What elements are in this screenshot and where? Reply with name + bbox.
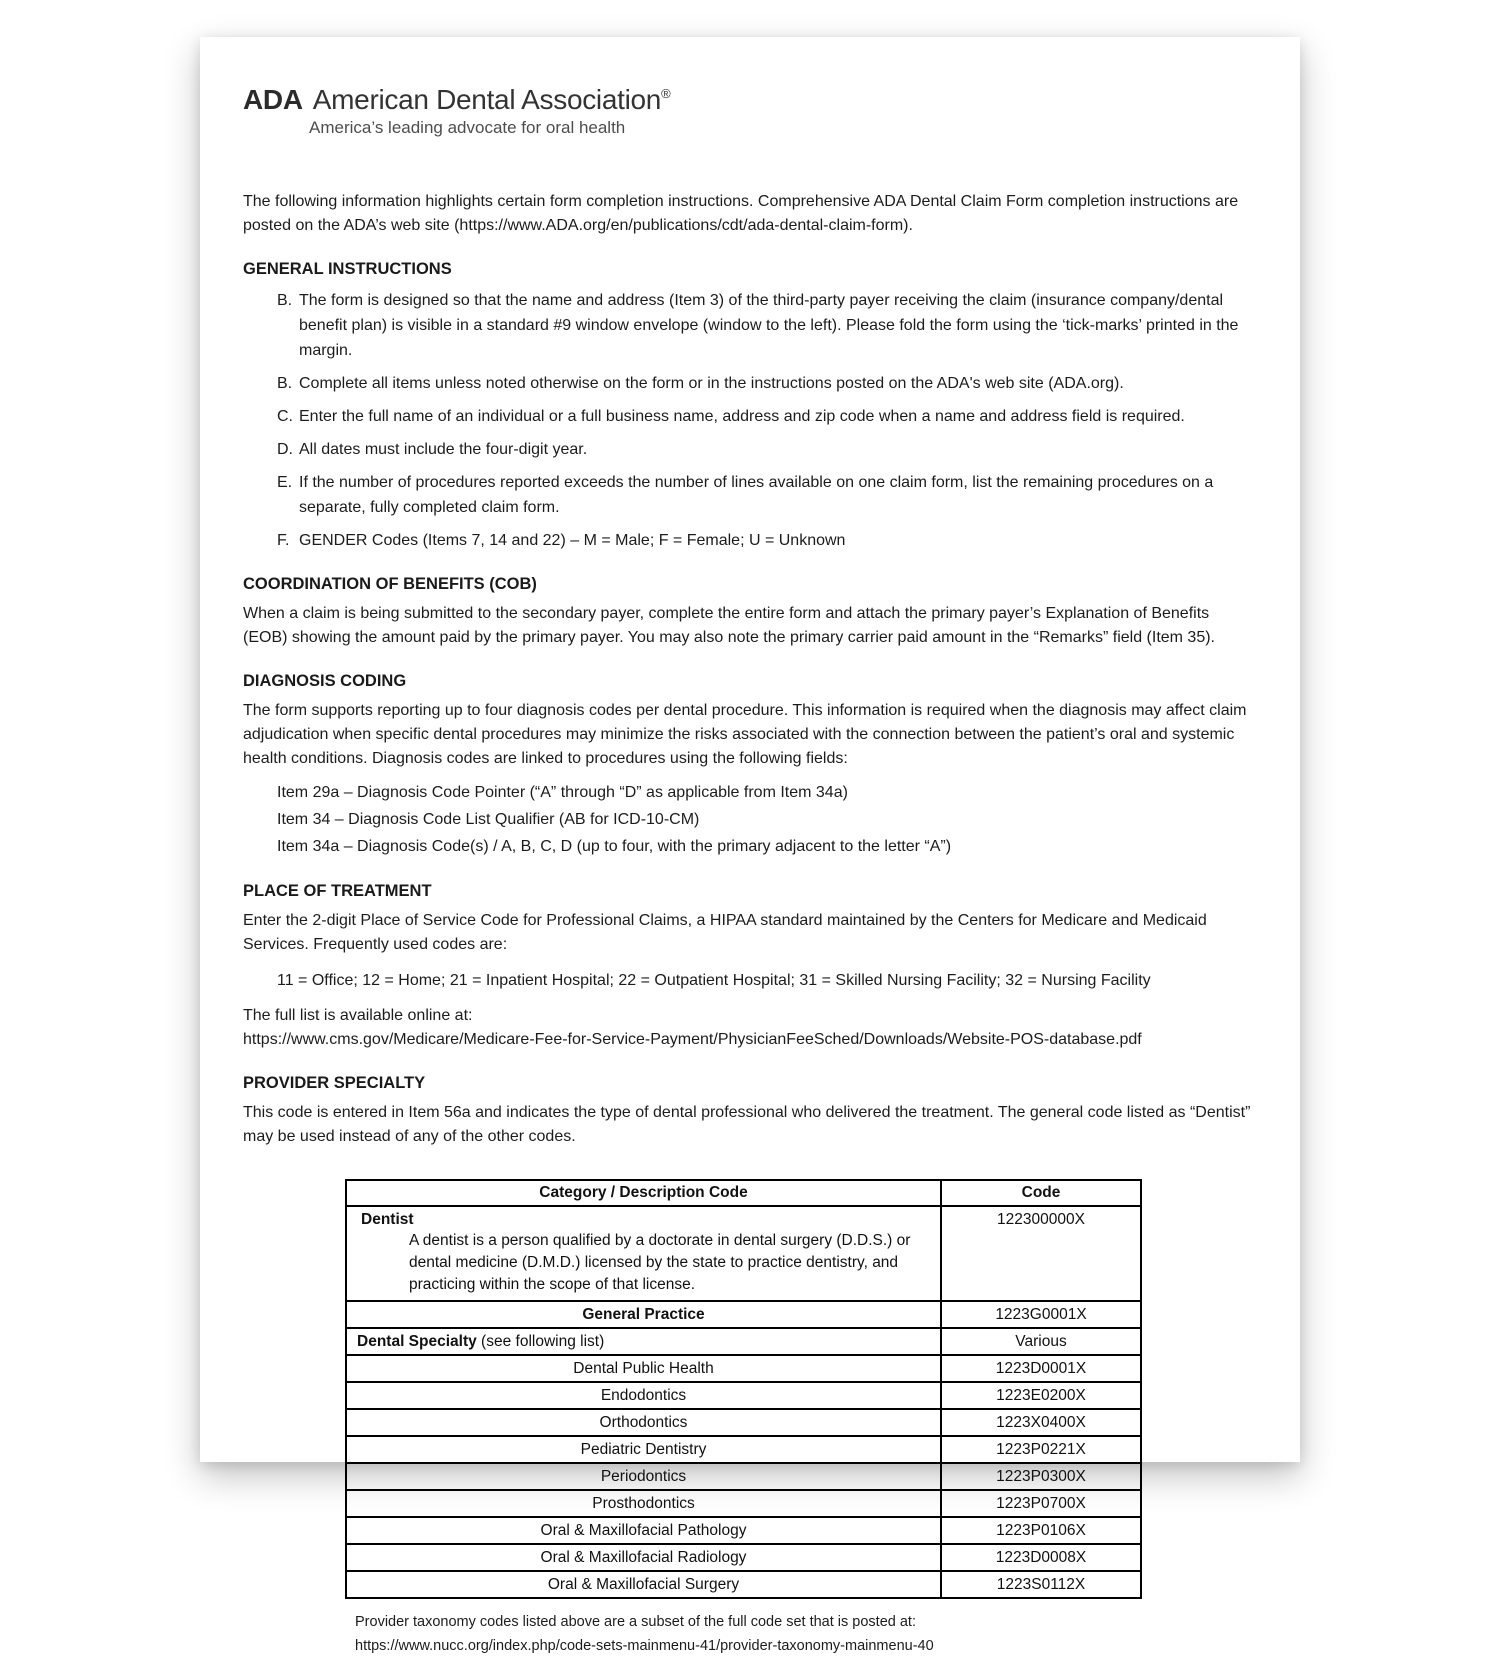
org-name: American Dental Association	[312, 84, 662, 115]
category-code: 1223P0106X	[941, 1517, 1141, 1544]
table-header-code: Code	[941, 1180, 1141, 1206]
item-letter: E.	[277, 474, 293, 491]
specialty-header-bold: Dental Specialty	[357, 1333, 477, 1350]
table-row	[346, 1517, 1141, 1544]
category-code: 1223D0008X	[941, 1544, 1141, 1571]
table-row	[346, 1409, 1141, 1436]
table-row	[346, 1355, 1141, 1382]
table-row	[346, 1463, 1141, 1490]
provider-specialty-table	[345, 1179, 1142, 1599]
table-footnote	[355, 1610, 1255, 1658]
diagnosis-field-item: Item 34a – Diagnosis Code(s) / A, B, C, D (up to four, with the primary adjacent to the letter “A”)	[277, 837, 952, 855]
tagline: America’s leading advocate for oral health	[309, 118, 626, 137]
heading-diagnosis-coding: DIAGNOSIS CODING	[243, 672, 407, 690]
item-letter: B.	[277, 292, 293, 309]
item-letter: D.	[277, 441, 293, 458]
ada-logo	[243, 79, 1255, 115]
dentist-title: Dentist	[361, 1211, 414, 1228]
table-row-general-practice	[346, 1301, 1141, 1328]
item-text: GENDER Codes (Items 7, 14 and 22) – M = Male; F = Female; U = Unknown	[299, 532, 846, 549]
category-label: Oral & Maxillofacial Surgery	[346, 1571, 941, 1598]
instruction-item	[277, 404, 1255, 429]
heading-provider-specialty: PROVIDER SPECIALTY	[243, 1074, 426, 1092]
ada-logo-header	[243, 79, 1255, 138]
category-code: 1223G0001X	[941, 1301, 1141, 1328]
table-row-dental-specialty	[346, 1328, 1141, 1355]
full-list-url: https://www.cms.gov/Medicare/Medicare-Fee-for-Service-Payment/PhysicianFeeSched/Downloads/Website-POS-database.pdf	[243, 1031, 1142, 1048]
instruction-item	[277, 470, 1255, 520]
full-list-label: The full list is available online at:	[243, 1007, 473, 1024]
category-label: Dental Public Health	[346, 1355, 941, 1382]
category-code: 1223P0221X	[941, 1436, 1141, 1463]
category-label: General Practice	[346, 1301, 941, 1328]
diagnosis-field-item: Item 34 – Diagnosis Code List Qualifier (AB for ICD-10-CM)	[277, 810, 700, 828]
item-letter: C.	[277, 408, 293, 425]
full-list-note	[243, 1004, 1255, 1052]
item-text: The form is designed so that the name and address (Item 3) of the third-party payer receiving the claim (insurance company/dental benefit plan) is visible in a standard #9 window envelope (window to the left). Please fold the form using the ‘tick-marks’ printed in the margin.	[299, 292, 1239, 359]
item-text: All dates must include the four-digit year.	[299, 441, 588, 458]
category-code: 1223S0112X	[941, 1571, 1141, 1598]
ada-logo-mark: ADA	[243, 84, 303, 115]
item-text: Complete all items unless noted otherwise on the form or in the instructions posted on the ADA's web site (ADA.org).	[299, 375, 1124, 392]
footnote-text: Provider taxonomy codes listed above are a subset of the full code set that is posted at:	[355, 1614, 916, 1630]
intro-paragraph: The following information highlights certain form completion instructions. Comprehensive ADA Dental Claim Form completion instructions are posted on the ADA’s web site (https://www.ADA.org/en/publications/cdt/ada-dental-claim-form).	[243, 193, 1239, 234]
diagnosis-field-item: Item 29a – Diagnosis Code Pointer (“A” through “D” as applicable from Item 34a)	[277, 783, 848, 801]
instruction-item	[277, 437, 1255, 462]
heading-cob: COORDINATION OF BENEFITS (COB)	[243, 575, 537, 593]
instruction-item	[277, 528, 1255, 553]
provider-paragraph: This code is entered in Item 56a and indicates the type of dental professional who delivered the treatment. The general code listed as “Dentist” may be used instead of any of the other codes.	[243, 1104, 1251, 1145]
diagnosis-field-list	[243, 779, 1255, 860]
general-instructions-list	[243, 288, 1255, 553]
table-row	[346, 1490, 1141, 1517]
specialty-header-label	[346, 1328, 941, 1355]
category-code: 1223P0700X	[941, 1490, 1141, 1517]
cob-paragraph: When a claim is being submitted to the secondary payer, complete the entire form and attach the primary payer’s Explanation of Benefits (EOB) showing the amount paid by the primary payer. You may also note the primary carrier paid amount in the “Remarks” field (Item 35).	[243, 605, 1215, 646]
table-row	[346, 1544, 1141, 1571]
document-page	[200, 37, 1300, 1654]
category-code: 1223D0001X	[941, 1355, 1141, 1382]
table-row	[346, 1382, 1141, 1409]
category-label: Oral & Maxillofacial Radiology	[346, 1544, 941, 1571]
diagnosis-paragraph: The form supports reporting up to four diagnosis codes per dental procedure. This information is required when the diagnosis may affect claim adjudication when specific dental procedures may minimize the risks associated with the connection between the patient’s oral and systemic health conditions. Diagnosis codes are linked to procedures using the following fields:	[243, 702, 1247, 767]
category-code: 1223E0200X	[941, 1382, 1141, 1409]
category-code: 1223X0400X	[941, 1409, 1141, 1436]
item-letter: F.	[277, 532, 290, 549]
table-row	[346, 1571, 1141, 1598]
place-paragraph: Enter the 2-digit Place of Service Code for Professional Claims, a HIPAA standard maintained by the Centers for Medicare and Medicaid Services. Frequently used codes are:	[243, 912, 1207, 953]
footnote-url: https://www.nucc.org/index.php/code-sets-mainmenu-41/provider-taxonomy-mainmenu-40	[355, 1638, 934, 1654]
category-label: Pediatric Dentistry	[346, 1436, 941, 1463]
specialty-header-code: Various	[941, 1328, 1141, 1355]
table-header-category: Category / Description Code	[346, 1180, 941, 1206]
category-label: Prosthodontics	[346, 1490, 941, 1517]
specialty-header-rest: (see following list)	[476, 1333, 605, 1350]
heading-place-of-treatment: PLACE OF TREATMENT	[243, 882, 432, 900]
table-row-dentist	[346, 1206, 1141, 1301]
dentist-description: A dentist is a person qualified by a doctorate in dental surgery (D.D.S.) or dental medicine (D.M.D.) licensed by the state to practice dentistry, and practicing within the scope of that license.	[409, 1232, 911, 1293]
instruction-item	[277, 288, 1255, 363]
category-label: Oral & Maxillofacial Pathology	[346, 1517, 941, 1544]
dentist-code: 122300000X	[941, 1206, 1141, 1301]
place-codes-line: 11 = Office; 12 = Home; 21 = Inpatient Hospital; 22 = Outpatient Hospital; 31 = Skilled Nursing Facility; 32 = Nursing Facility	[277, 971, 1151, 989]
table-row	[346, 1436, 1141, 1463]
category-label: Periodontics	[346, 1463, 941, 1490]
table-header-row	[346, 1180, 1141, 1206]
item-letter: B.	[277, 375, 293, 392]
registered-mark: ®	[661, 86, 671, 101]
item-text: Enter the full name of an individual or a full business name, address and zip code when a name and address field is required.	[299, 408, 1185, 425]
category-code: 1223P0300X	[941, 1463, 1141, 1490]
dentist-cell	[346, 1206, 941, 1301]
category-label: Orthodontics	[346, 1409, 941, 1436]
item-text: If the number of procedures reported exceeds the number of lines available on one claim form, list the remaining procedures on a separate, fully completed claim form.	[299, 474, 1214, 516]
instruction-item	[277, 371, 1255, 396]
category-label: Endodontics	[346, 1382, 941, 1409]
heading-general-instructions: GENERAL INSTRUCTIONS	[243, 260, 452, 278]
